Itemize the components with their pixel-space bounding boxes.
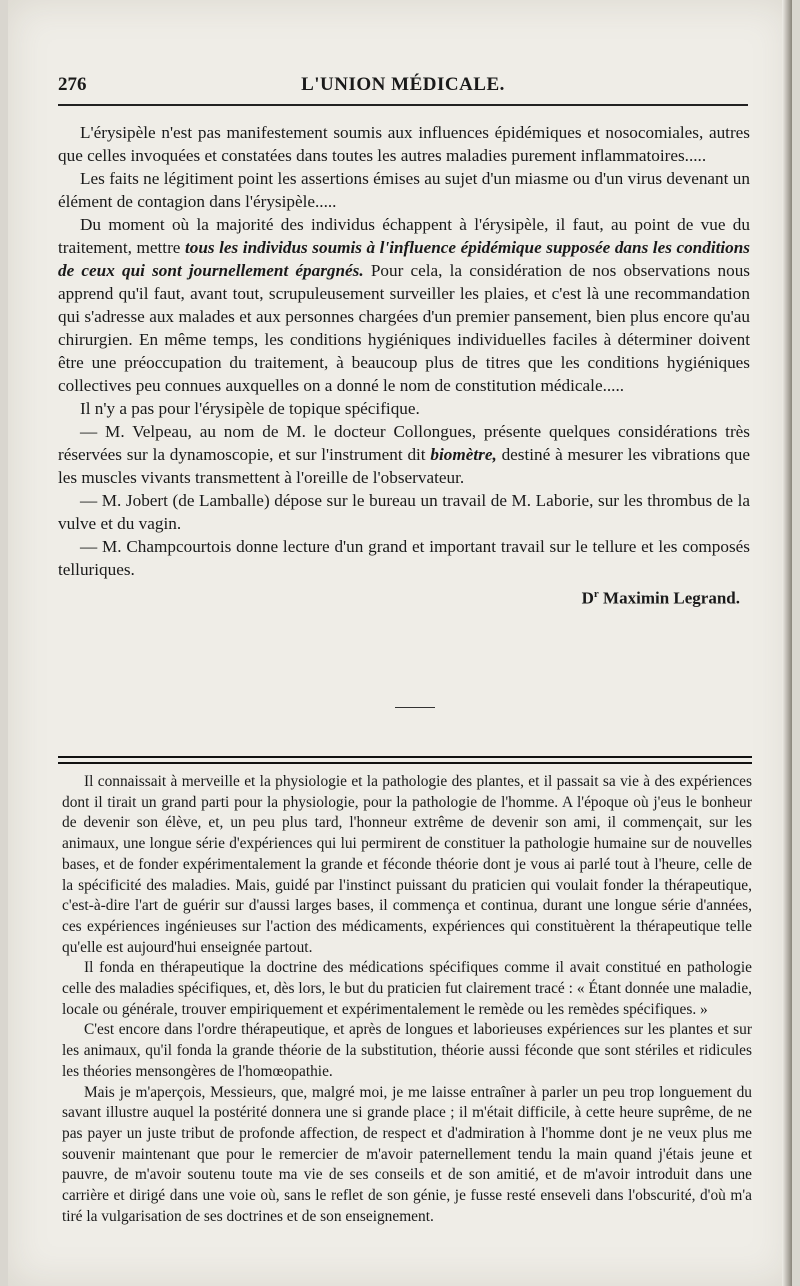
feuilleton-paragraph-3: C'est encore dans l'ordre thérapeutique, et après de longues et laborieuses expériences sur les plantes et sur les animaux, qu'il fonda la grande théorie de la substitution, théorie aussi féconde que sont stériles et ridicules les théories mensongères de l'homœopathie. bbox=[62, 1021, 752, 1080]
paragraph-4: Il n'y a pas pour l'érysipèle de topique spécifique. bbox=[80, 399, 420, 418]
signature-name: Maximin Legrand. bbox=[598, 588, 740, 608]
feuilleton bbox=[62, 772, 752, 1227]
signature-superscript: r bbox=[593, 588, 599, 600]
feuilleton-paragraph-1: Il connaissait à merveille et la physiologie et la pathologie des plantes, et il passait sa vie à des expériences dont il tirait un grand parti pour la physiologie, pour la pathologie de l'homme. A l'époque où j'eus le bonheur de devenir son élève, et, un peu plus tard, l'honneur extrême de devenir son ami, il commençait, sur les animaux, une longue série d'expériences qui lui permirent de constituer la pathologie humaine sur de nouvelles bases, et de fonder expérimentalement la grande et féconde théorie dont je vous ai parlé tout à l'heure, celle de la spécificité des maladies. Mais, guidé par l'instinct puissant du praticien qui voulait fonder la thérapeutique, c'est-à-dire l'art de guérir sur d'aussi larges bases, il commença et continua, durant une longue série d'années, ces expériences ingénieuses sur l'action des médicaments, expériences qui constituèrent la thérapeutique telle qu'elle est aujourd'hui enseignée partout. bbox=[62, 773, 752, 956]
feuilleton-rule-bottom bbox=[58, 762, 752, 764]
signature-prefix: D bbox=[581, 588, 594, 608]
paragraph-7: — M. Champcourtois donne lecture d'un grand et important travail sur le tellure et les composés telluriques. bbox=[58, 537, 750, 579]
author-signature bbox=[58, 583, 740, 610]
page-header bbox=[58, 74, 748, 100]
paragraph-2: Les faits ne légitiment point les assertions émises au sujet d'un miasme ou d'un virus devenant un élément de contagion dans l'érysipèle..... bbox=[58, 169, 750, 211]
page-spine-shadow bbox=[782, 0, 792, 1286]
running-title: L'UNION MÉDICALE. bbox=[301, 74, 505, 95]
paragraph-3 bbox=[58, 213, 750, 397]
paragraph-6: — M. Jobert (de Lamballe) dépose sur le bureau un travail de M. Laborie, sur les thrombus de la vulve et du vagin. bbox=[58, 491, 750, 533]
paragraph-5 bbox=[58, 420, 750, 489]
paragraph-3-text-b: Pour cela, la considération de nos observations nous apprend qu'il faut, avant tout, scrupuleusement surveiller les plaies, et c'est là une recommandation qui s'adresse aux malades et aux personnes chargées d'un premier pansement, bien plus encore qu'au chirurgien. En même temps, les conditions hygiéniques individuelles faciles à déterminer doivent être une préoccupation du traitement, à beaucoup plus de titres que les conditions hygiéniques collectives peu connues auxquelles on a donné le nom de constitution médicale..... bbox=[58, 261, 750, 395]
page-number: 276 bbox=[58, 74, 87, 95]
paragraph-1: L'érysipèle n'est pas manifestement soumis aux influences épidémiques et nosocomiales, autres que celles invoquées et constatées dans toutes les autres maladies purement inflammatoires..... bbox=[58, 123, 750, 165]
header-rule bbox=[58, 104, 748, 106]
paragraph-5-text-a: — M. Velpeau, au nom de M. le docteur Collongues, présente quelques considérations très réservées sur la dynamoscopie, et sur l'instrument dit bbox=[58, 422, 750, 464]
paragraph-3-emphasis: tous les individus soumis à l'influence épidémique supposée dans les conditions de ceux qui sont journellement épargnés. bbox=[58, 238, 750, 280]
paragraph-5-text-b: destiné à mesurer les vibrations que les muscles vivants transmettent à l'oreille de l'observateur. bbox=[58, 445, 750, 487]
feuilleton-paragraph-4: Mais je m'aperçois, Messieurs, que, malgré moi, je me laisse entraîner à parler un peu trop longuement du savant illustre auquel la postérité donnera une si grande place ; il m'était difficile, à cette heure suprême, de ne pas payer un juste tribut de profonde affection, de respect et d'admiration à l'homme dont je ne veux plus me souvenir maintenant que pour le remercier de m'avoir paternellement tendu la main quand j'étais jeune et pauvre, de m'avoir soutenu toute ma vie de ses conseils et de son amitié, et de m'avoir introduit dans une carrière et dirigé dans une voie où, sans le reflet de son génie, je fusse resté enseveli dans l'obscurité, d'où m'a tiré la vulgarisation de ses doctrines et de son enseignement. bbox=[62, 1083, 752, 1225]
section-separator bbox=[395, 707, 435, 708]
feuilleton-paragraph-2: Il fonda en thérapeutique la doctrine des médications spécifiques comme il avait constitué en pathologie celle des maladies spécifiques, et, dès lors, le but du praticien fut clairement tracé : « Étant donnée une maladie, locale ou générale, trouver empiriquement et expérimentalement le remède ou les remèdes spécifiques. » bbox=[62, 959, 752, 1018]
paragraph-5-emphasis: biomètre, bbox=[430, 445, 497, 464]
paragraph-3-text-a: Du moment où la majorité des individus échappent à l'érysipèle, il faut, au point de vue du traitement, mettre bbox=[58, 215, 750, 257]
main-article bbox=[58, 121, 750, 610]
feuilleton-rule-top bbox=[58, 756, 752, 758]
